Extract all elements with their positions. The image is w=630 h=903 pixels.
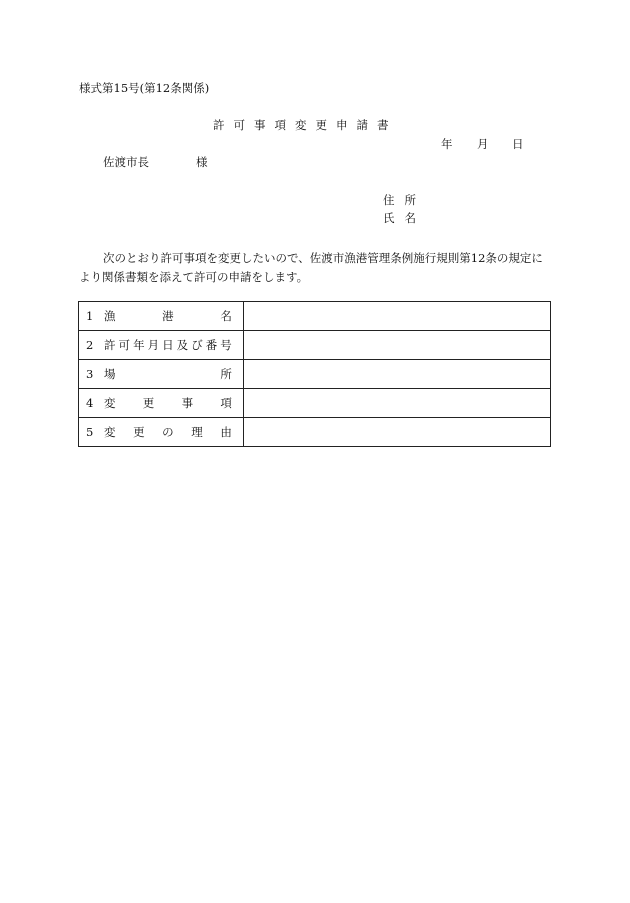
item-value-cell[interactable] xyxy=(243,389,550,418)
item-label-cell xyxy=(79,302,244,331)
item-number: 4 xyxy=(86,396,94,410)
item-number: 2 xyxy=(86,338,94,352)
item-number: 3 xyxy=(86,367,94,381)
item-value-cell[interactable] xyxy=(243,331,550,360)
form-number: 様式第15号(第12条関係) xyxy=(79,81,210,95)
addressee xyxy=(103,157,208,169)
application-items-table xyxy=(78,301,551,447)
item-label: 許 可 年 月 日 及 び 番 号 xyxy=(104,338,232,352)
item-label-cell xyxy=(79,418,244,447)
date-year-label: 年 xyxy=(441,137,453,151)
address-label: 住所 xyxy=(383,193,426,207)
date-month-label: 月 xyxy=(477,137,489,151)
name-label: 氏名 xyxy=(383,211,426,225)
table-row xyxy=(79,418,551,447)
item-number: 5 xyxy=(86,425,94,439)
body-paragraph: 次のとおり許可事項を変更したいので、佐渡市漁港管理条例施行規則第12条の規定により関係書類を添えて許可の申請をします。 xyxy=(79,251,543,284)
item-label: 場 所 xyxy=(104,367,232,381)
table-row xyxy=(79,302,551,331)
item-number: 1 xyxy=(86,309,94,323)
item-label: 漁 港 名 xyxy=(104,309,232,323)
item-label: 変 更 事 項 xyxy=(104,396,232,410)
item-value-cell[interactable] xyxy=(243,302,550,331)
table-row xyxy=(79,331,551,360)
item-label: 変 更 の 理 由 xyxy=(104,425,232,439)
document-title: 許可事項変更申請書 xyxy=(213,118,398,132)
date-line xyxy=(441,139,524,151)
item-value-cell[interactable] xyxy=(243,360,550,389)
addressee-title: 佐渡市長 xyxy=(103,155,149,169)
table-row xyxy=(79,389,551,418)
item-value-cell[interactable] xyxy=(243,418,550,447)
table-row xyxy=(79,360,551,389)
addressee-honorific: 様 xyxy=(196,155,208,169)
item-label-cell xyxy=(79,360,244,389)
item-label-cell xyxy=(79,331,244,360)
item-label-cell xyxy=(79,389,244,418)
date-day-label: 日 xyxy=(512,137,524,151)
